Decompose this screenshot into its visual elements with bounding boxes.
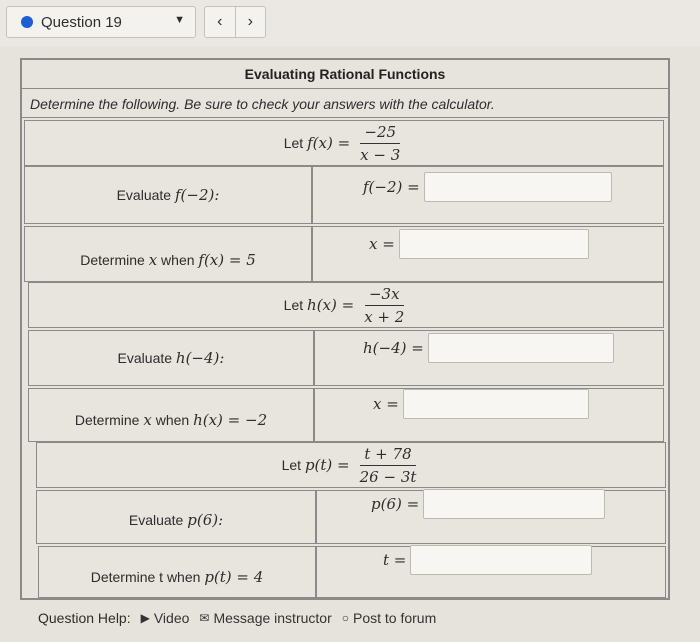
post-to-forum-link[interactable]	[342, 610, 437, 626]
h-q2-label: Determine	[74, 412, 140, 428]
h-q2-var: x	[143, 411, 152, 429]
f-q2-answer-label: x =	[369, 235, 395, 253]
p-q1-label: Evaluate	[128, 512, 184, 528]
p-denominator: 26 − 3t	[359, 467, 417, 486]
h-q1-prompt	[28, 330, 314, 386]
f-definition	[24, 120, 664, 166]
p-q2-expr: p(t) = 4	[204, 568, 264, 586]
p-q2-answer-cell	[316, 546, 666, 598]
p-q2-input[interactable]	[410, 545, 592, 575]
question-selector[interactable]	[6, 6, 196, 38]
p-definition	[36, 442, 666, 488]
f-q1-label: Evaluate	[116, 187, 172, 203]
problem-title: Evaluating Rational Functions	[22, 60, 668, 89]
p-q2-prompt	[38, 546, 316, 598]
f-q1-prompt	[24, 166, 312, 224]
h-denominator: x + 2	[364, 307, 405, 326]
h-def: h(x) =	[307, 296, 355, 314]
speech-bubble-icon: ○	[341, 611, 349, 625]
envelope-icon: ✉	[199, 611, 210, 625]
p-let-label: Let	[281, 457, 302, 473]
video-label: Video	[153, 610, 190, 626]
h-q2-when: when	[155, 412, 190, 428]
h-q1-input[interactable]	[428, 333, 614, 363]
f-q1-answer-cell	[312, 166, 664, 224]
h-q1-answer-cell	[314, 330, 664, 386]
h-q2-prompt	[28, 388, 314, 442]
prev-question-button[interactable]: ‹	[205, 7, 236, 37]
h-q1-label: Evaluate	[117, 350, 173, 366]
p-q1-input[interactable]	[423, 489, 605, 519]
p-q1-expr: p(6):	[187, 511, 224, 529]
top-bar	[0, 0, 700, 46]
f-q2-prompt	[24, 226, 312, 282]
help-label: Question Help:	[38, 610, 131, 626]
f-q1-answer-label: f(−2) =	[363, 178, 420, 196]
forum-label: Post to forum	[353, 610, 437, 626]
next-question-button[interactable]: ›	[247, 13, 253, 30]
h-q2-answer-label: x =	[373, 395, 399, 413]
h-numerator: −3x	[365, 285, 404, 306]
h-q2-answer-cell	[314, 388, 664, 442]
question-label: Question 19	[41, 13, 122, 31]
message-label: Message instructor	[213, 610, 332, 626]
h-q1-expr: h(−4):	[175, 349, 225, 367]
f-def: f(x) =	[307, 134, 351, 152]
p-numerator: t + 78	[360, 445, 415, 466]
problem-instructions: Determine the following. Be sure to check your answers with the calculator.	[22, 90, 668, 118]
p-q1-prompt	[36, 490, 316, 544]
p-q2-answer-label: t =	[383, 551, 407, 569]
f-q1-expr: f(−2):	[174, 186, 220, 204]
p-q2-label: Determine t when	[90, 569, 201, 585]
f-q2-when: when	[161, 252, 195, 268]
p-fraction	[356, 445, 421, 486]
video-link[interactable]	[141, 610, 190, 626]
f-denominator: x − 3	[360, 145, 401, 164]
status-dot-icon	[21, 16, 33, 28]
f-q2-expr: f(x) = 5	[198, 251, 256, 269]
f-q2-input[interactable]	[399, 229, 589, 259]
h-fraction	[360, 285, 408, 326]
p-q1-answer-cell	[316, 490, 666, 544]
f-numerator: −25	[360, 123, 400, 144]
h-definition	[28, 282, 664, 328]
p-def: p(t) =	[304, 456, 350, 474]
h-let-label: Let	[283, 297, 304, 313]
question-nav	[204, 6, 266, 38]
f-q2-label: Determine	[80, 252, 145, 268]
problem-panel	[20, 58, 670, 600]
f-q1-input[interactable]	[424, 172, 612, 202]
f-q2-answer-cell	[312, 226, 664, 282]
question-help	[38, 610, 436, 626]
caret-down-icon: ▼	[174, 14, 185, 26]
h-q1-answer-label: h(−4) =	[363, 339, 424, 357]
p-q1-answer-label: p(6) =	[371, 495, 420, 513]
message-instructor-link[interactable]	[199, 610, 331, 626]
f-q2-var: x	[148, 251, 158, 269]
h-q2-expr: h(x) = −2	[193, 411, 268, 429]
h-q2-input[interactable]	[403, 389, 589, 419]
video-icon: ▶	[140, 611, 150, 625]
f-let-label: Let	[283, 135, 304, 151]
f-fraction	[356, 123, 404, 164]
